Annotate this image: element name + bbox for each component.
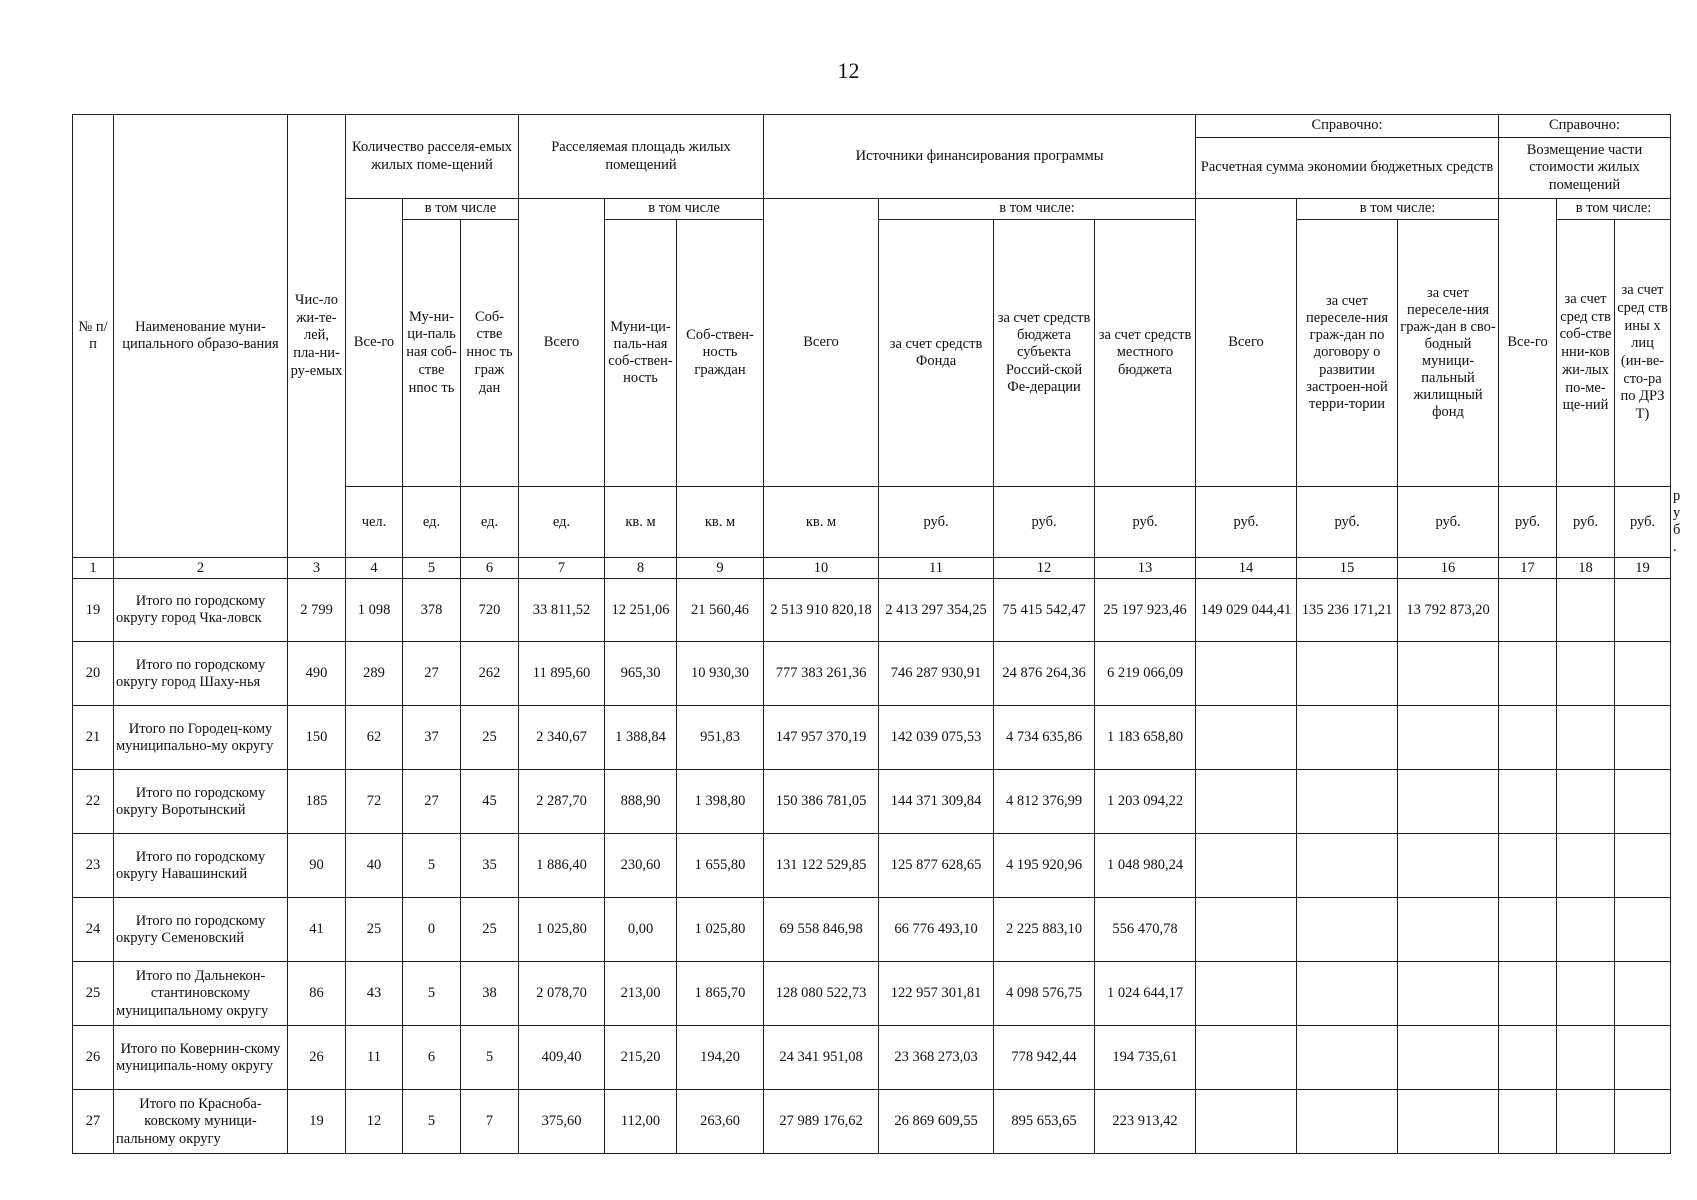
value-cell-c13: 1 203 094,22 [1095,770,1196,834]
municipality-name-cell: Итого по Краснобa-ковскому муници-пальному округу [114,1090,288,1154]
unit-cell: руб. [1095,487,1196,558]
header-fin-subject: за счет средств бюджета субъекта Россий-ской Фе-дерации [994,220,1095,487]
value-cell-c14 [1196,962,1297,1026]
row-number-cell: 21 [73,706,114,770]
value-cell-c17 [1499,579,1557,642]
value-cell-c3: 86 [288,962,346,1026]
value-cell-c16 [1398,898,1499,962]
table-row [73,1026,1671,1090]
column-number-cell: 6 [461,558,519,579]
value-cell-c12: 4 098 576,75 [994,962,1095,1026]
value-cell-c9: 1 025,80 [677,898,764,962]
value-cell-c10: 777 383 261,36 [764,642,879,706]
value-cell-c11: 142 039 075,53 [879,706,994,770]
row-number-cell: 22 [73,770,114,834]
header-area-incl: в том числе [605,199,764,220]
value-cell-c16 [1398,834,1499,898]
value-cell-c7: 409,40 [519,1026,605,1090]
value-cell-c4: 72 [346,770,403,834]
row-number-cell: 20 [73,642,114,706]
value-cell-c16 [1398,770,1499,834]
municipality-name-cell: Итого по городскому округу Навашинский [114,834,288,898]
value-cell-c11: 122 957 301,81 [879,962,994,1026]
value-cell-c4: 12 [346,1090,403,1154]
header-fin-total: Всего [764,199,879,487]
header-ref1-group: Расчетная сумма экономии бюджетных средств [1196,138,1499,199]
value-cell-c18 [1557,834,1615,898]
value-cell-c14 [1196,642,1297,706]
header-ref2-owners: за счет сред ств соб-стве нни-ков жи-лых по-ме-ще-ний [1557,220,1615,487]
value-cell-c7: 33 811,52 [519,579,605,642]
value-cell-c3: 150 [288,706,346,770]
value-cell-c7: 2 078,70 [519,962,605,1026]
value-cell-c10: 131 122 529,85 [764,834,879,898]
column-number-cell: 11 [879,558,994,579]
value-cell-c12: 778 942,44 [994,1026,1095,1090]
value-cell-c6: 38 [461,962,519,1026]
value-cell-c11: 23 368 273,03 [879,1026,994,1090]
value-cell-c14 [1196,834,1297,898]
table-row [73,579,1671,642]
value-cell-c15 [1297,770,1398,834]
value-cell-c5: 5 [403,1090,461,1154]
header-qty-municipal: Му-ни-ци-паль ная соб-стве нnос ть [403,220,461,487]
header-area-municipal: Муни-ци-паль-ная соб-ствен-ность [605,220,677,487]
value-cell-c10: 150 386 781,05 [764,770,879,834]
value-cell-c18 [1557,1026,1615,1090]
value-cell-c8: 965,30 [605,642,677,706]
value-cell-c8: 230,60 [605,834,677,898]
value-cell-c18 [1557,770,1615,834]
header-area-private: Соб-ствен-ность граждан [677,220,764,487]
value-cell-c17 [1499,1090,1557,1154]
row-number-cell: 19 [73,579,114,642]
municipality-name-cell: Итого по Ковернин-скому муниципаль-ному округу [114,1026,288,1090]
row-number-cell: 24 [73,898,114,962]
page-number: 12 [837,58,860,83]
column-number-cell: 1 [73,558,114,579]
value-cell-c5: 27 [403,770,461,834]
value-cell-c19 [1615,579,1671,642]
value-cell-c9: 1 398,80 [677,770,764,834]
value-cell-c7: 11 895,60 [519,642,605,706]
value-cell-c18 [1557,642,1615,706]
unit-cell: руб. [1615,487,1671,558]
value-cell-c17 [1499,770,1557,834]
column-number-cell: 14 [1196,558,1297,579]
unit-cell: ед. [461,487,519,558]
value-cell-c8: 112,00 [605,1090,677,1154]
units-row: чел. ед. ед. ед. кв. м кв. м кв. м руб. руб. руб. руб. руб. руб. руб. руб. руб. руб. [73,487,1671,558]
value-cell-c19 [1615,1090,1671,1154]
value-cell-c13: 1 024 644,17 [1095,962,1196,1026]
value-cell-c7: 375,60 [519,1090,605,1154]
value-cell-c16 [1398,962,1499,1026]
value-cell-c9: 21 560,46 [677,579,764,642]
header-finance-group: Источники финансирования программы [764,115,1196,199]
value-cell-c13: 194 735,61 [1095,1026,1196,1090]
value-cell-c15 [1297,962,1398,1026]
value-cell-c17 [1499,706,1557,770]
value-cell-c17 [1499,962,1557,1026]
value-cell-c3: 2 799 [288,579,346,642]
value-cell-c15: 135 236 171,21 [1297,579,1398,642]
header-ref2-top: Справочно: [1499,115,1671,138]
value-cell-c17 [1499,1026,1557,1090]
header-ref1-top: Справочно: [1196,115,1499,138]
value-cell-c15 [1297,642,1398,706]
value-cell-c19 [1615,642,1671,706]
unit-cell: чел. [346,487,403,558]
value-cell-c5: 0 [403,898,461,962]
header-ref2-group: Возмещение части стоимости жилых помещений [1499,138,1671,199]
value-cell-c14 [1196,1090,1297,1154]
value-cell-c17 [1499,642,1557,706]
value-cell-c11: 66 776 493,10 [879,898,994,962]
municipality-name-cell: Итого по Городец-кому муниципально-му округу [114,706,288,770]
column-number-cell: 4 [346,558,403,579]
value-cell-c18 [1557,962,1615,1026]
value-cell-c9: 1 655,80 [677,834,764,898]
column-number-cell: 12 [994,558,1095,579]
value-cell-c14 [1196,770,1297,834]
unit-cell: кв. м [605,487,677,558]
resettlement-table [72,114,1681,1154]
value-cell-c5: 5 [403,962,461,1026]
value-cell-c13: 223 913,42 [1095,1090,1196,1154]
table-row [73,770,1671,834]
value-cell-c15 [1297,706,1398,770]
column-number-cell: 15 [1297,558,1398,579]
value-cell-c12: 2 225 883,10 [994,898,1095,962]
value-cell-c16 [1398,1090,1499,1154]
value-cell-c4: 43 [346,962,403,1026]
unit-cell: ед. [403,487,461,558]
column-number-cell: 9 [677,558,764,579]
value-cell-c12: 895 653,65 [994,1090,1095,1154]
unit-cell: кв. м [677,487,764,558]
column-number-cell: 13 [1095,558,1196,579]
value-cell-c11: 26 869 609,55 [879,1090,994,1154]
column-number-cell: 16 [1398,558,1499,579]
value-cell-c9: 1 865,70 [677,962,764,1026]
value-cell-c14 [1196,706,1297,770]
table-row [73,962,1671,1026]
value-cell-c15 [1297,898,1398,962]
value-cell-c6: 5 [461,1026,519,1090]
value-cell-c6: 262 [461,642,519,706]
header-ref2-incl: в том числе: [1557,199,1671,220]
table-row [73,706,1671,770]
value-cell-c14 [1196,898,1297,962]
value-cell-c10: 128 080 522,73 [764,962,879,1026]
value-cell-c15 [1297,1026,1398,1090]
header-fin-incl: в том числе: [879,199,1196,220]
column-number-cell: 7 [519,558,605,579]
value-cell-c16 [1398,642,1499,706]
value-cell-c9: 10 930,30 [677,642,764,706]
value-cell-c7: 1 025,80 [519,898,605,962]
header-ref1-total: Всего [1196,199,1297,487]
value-cell-c14 [1196,1026,1297,1090]
value-cell-c8: 1 388,84 [605,706,677,770]
value-cell-c10: 2 513 910 820,18 [764,579,879,642]
value-cell-c7: 1 886,40 [519,834,605,898]
value-cell-c19 [1615,1026,1671,1090]
value-cell-c4: 289 [346,642,403,706]
municipality-name-cell: Итого по городскому округу город Шаху-нья [114,642,288,706]
column-number-cell: 5 [403,558,461,579]
header-qty-private: Соб-стве ннос ть граж дан [461,220,519,487]
value-cell-c16: 13 792 873,20 [1398,579,1499,642]
table-row [73,898,1671,962]
value-cell-c8: 12 251,06 [605,579,677,642]
value-cell-c6: 720 [461,579,519,642]
row-number-cell: 23 [73,834,114,898]
value-cell-c12: 4 734 635,86 [994,706,1095,770]
value-cell-c11: 125 877 628,65 [879,834,994,898]
value-cell-c4: 11 [346,1026,403,1090]
value-cell-c12: 24 876 264,36 [994,642,1095,706]
value-cell-c13: 556 470,78 [1095,898,1196,962]
header-ref1-incl: в том числе: [1297,199,1499,220]
value-cell-c6: 25 [461,706,519,770]
value-cell-c13: 25 197 923,46 [1095,579,1196,642]
row-number-cell: 25 [73,962,114,1026]
value-cell-c19 [1615,770,1671,834]
value-cell-c12: 75 415 542,47 [994,579,1095,642]
value-cell-c6: 35 [461,834,519,898]
table-row [73,1090,1671,1154]
table-row [73,834,1671,898]
column-number-cell: 8 [605,558,677,579]
value-cell-c3: 41 [288,898,346,962]
value-cell-c14: 149 029 044,41 [1196,579,1297,642]
value-cell-c9: 263,60 [677,1090,764,1154]
column-numbers-row [73,558,1671,579]
value-cell-c15 [1297,834,1398,898]
value-cell-c18 [1557,898,1615,962]
value-cell-c6: 7 [461,1090,519,1154]
value-cell-c12: 4 195 920,96 [994,834,1095,898]
value-cell-c16 [1398,1026,1499,1090]
column-number-cell: 2 [114,558,288,579]
value-cell-c12: 4 812 376,99 [994,770,1095,834]
value-cell-c8: 213,00 [605,962,677,1026]
unit-cell: ед. [519,487,605,558]
value-cell-c11: 144 371 309,84 [879,770,994,834]
value-cell-c6: 25 [461,898,519,962]
value-cell-c4: 40 [346,834,403,898]
value-cell-c18 [1557,579,1615,642]
value-cell-c3: 490 [288,642,346,706]
header-fin-fund: за счет средств Фонда [879,220,994,487]
value-cell-c9: 194,20 [677,1026,764,1090]
column-number-cell: 19 [1615,558,1671,579]
municipality-name-cell: Итого по городскому округу Семеновский [114,898,288,962]
value-cell-c10: 69 558 846,98 [764,898,879,962]
unit-cell: руб. [1196,487,1297,558]
value-cell-c4: 1 098 [346,579,403,642]
header-name: Наименование муни-ципального образо-вания [114,115,288,558]
unit-cell: руб. [1297,487,1398,558]
value-cell-c4: 62 [346,706,403,770]
unit-cell: руб. [994,487,1095,558]
value-cell-c7: 2 340,67 [519,706,605,770]
value-cell-c16 [1398,706,1499,770]
row-number-cell: 26 [73,1026,114,1090]
value-cell-c6: 45 [461,770,519,834]
value-cell-c5: 27 [403,642,461,706]
value-cell-c3: 19 [288,1090,346,1154]
value-cell-c17 [1499,834,1557,898]
value-cell-c8: 888,90 [605,770,677,834]
value-cell-c17 [1499,898,1557,962]
header-ref2-total: Все-го [1499,199,1557,487]
value-cell-c11: 746 287 930,91 [879,642,994,706]
column-number-cell: 18 [1557,558,1615,579]
value-cell-c5: 6 [403,1026,461,1090]
municipality-name-cell: Итого по городскому округу Воротынский [114,770,288,834]
value-cell-c3: 26 [288,1026,346,1090]
value-cell-c19 [1615,834,1671,898]
value-cell-c13: 6 219 066,09 [1095,642,1196,706]
header-ref1-free: за счет переселе-ния граж-дан в сво-бодный муници-пальный жилищный фонд [1398,220,1499,487]
unit-cell: кв. м [764,487,879,558]
table-row [73,642,1671,706]
value-cell-c10: 24 341 951,08 [764,1026,879,1090]
value-cell-c5: 5 [403,834,461,898]
value-cell-c3: 90 [288,834,346,898]
value-cell-c9: 951,83 [677,706,764,770]
value-cell-c8: 0,00 [605,898,677,962]
value-cell-c10: 27 989 176,62 [764,1090,879,1154]
unit-cell: руб. [1557,487,1615,558]
value-cell-c10: 147 957 370,19 [764,706,879,770]
value-cell-c13: 1 048 980,24 [1095,834,1196,898]
value-cell-c18 [1557,1090,1615,1154]
value-cell-c19 [1615,898,1671,962]
header-ref1-drz: за счет переселе-ния граж-дан по договору о развитии застроен-ной терри-тории [1297,220,1398,487]
value-cell-c7: 2 287,70 [519,770,605,834]
value-cell-c3: 185 [288,770,346,834]
column-number-cell: 10 [764,558,879,579]
column-number-cell: 3 [288,558,346,579]
unit-cell: руб. [879,487,994,558]
header-qty-total: Все-го [346,199,403,487]
row-number-cell: 27 [73,1090,114,1154]
header-residents: Чис-ло жи-те-лей, пла-ни-ру-емых [288,115,346,558]
header-fin-local: за счет средств местного бюджета [1095,220,1196,487]
value-cell-c19 [1615,962,1671,1026]
header-area-total: Всего [519,199,605,487]
value-cell-c5: 378 [403,579,461,642]
unit-cell: руб. [1398,487,1499,558]
value-cell-c4: 25 [346,898,403,962]
value-cell-c15 [1297,1090,1398,1154]
header-area-group: Расселяемая площадь жилых помещений [519,115,764,199]
value-cell-c18 [1557,706,1615,770]
value-cell-c11: 2 413 297 354,25 [879,579,994,642]
value-cell-c13: 1 183 658,80 [1095,706,1196,770]
value-cell-c19 [1615,706,1671,770]
header-qty-incl: в том числе [403,199,519,220]
value-cell-c5: 37 [403,706,461,770]
unit-cell: руб. [1499,487,1557,558]
header-qty-group: Количество расселя-емых жилых поме-щений [346,115,519,199]
header-no: № п/п [73,115,114,558]
value-cell-c8: 215,20 [605,1026,677,1090]
header-ref2-others: за счет сред ств ины х лиц (ин-ве-сто-ра по ДРЗ Т) [1615,220,1671,487]
municipality-name-cell: Итого по городскому округу город Чка-ловск [114,579,288,642]
municipality-name-cell: Итого по Дальнекон-стантиновскому муниципальному округу [114,962,288,1026]
column-number-cell: 17 [1499,558,1557,579]
